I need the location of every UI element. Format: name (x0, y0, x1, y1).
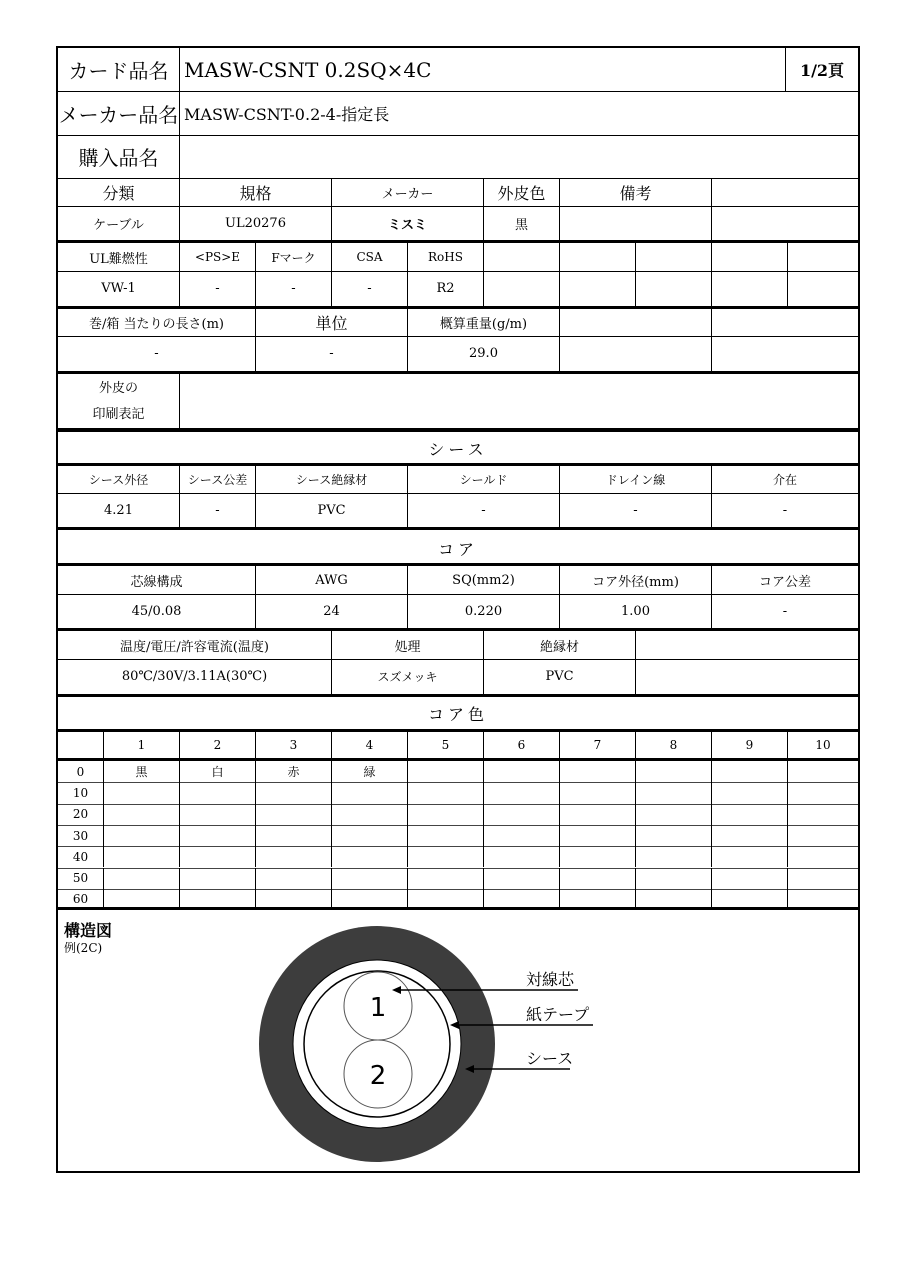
filler-header: 介在 (772, 473, 797, 487)
sheath-insul-header: シース絶縁材 (256, 466, 408, 493)
core-color-cell: 緑 (332, 761, 408, 782)
core-color-cell: 赤 (256, 761, 332, 782)
insulation-header: 絶縁材 (484, 631, 636, 659)
diagram-subtitle: 例(2C) (64, 941, 103, 955)
rohs-header: RoHS (408, 243, 484, 271)
core-color-cell: 黒 (104, 761, 180, 782)
shield-header: シールド (408, 466, 560, 493)
core-od-header: コア外径(mm) (560, 566, 712, 594)
sheath-insul-value: PVC (256, 493, 408, 527)
fmark-value: - (256, 271, 332, 306)
length-value: - (58, 336, 256, 371)
shield-value: - (408, 493, 560, 527)
sheath-od-header: シース外径 (58, 466, 180, 493)
rohs-value: R2 (408, 271, 484, 306)
color-col-9: 9 (712, 732, 788, 758)
strand-header: 芯線構成 (58, 566, 256, 594)
diagram-title: 構造図 (64, 921, 113, 940)
core-color-row-label: 60 (58, 889, 104, 910)
sheath-label: シース (526, 1049, 574, 1068)
card-name-label: カード品名 (58, 48, 180, 91)
pair-core-label: 対線芯 (526, 970, 575, 989)
color-col-1: 1 (104, 732, 180, 758)
remarks-header: 備考 (560, 178, 712, 206)
core-2-label: 2 (369, 1061, 387, 1091)
unit-value: - (256, 336, 408, 371)
ul-flame-header: UL難燃性 (58, 243, 180, 271)
sheath-od-value: 4.21 (58, 493, 180, 527)
treatment-value: スズメッキ (332, 659, 484, 694)
sheath-tol-header: シース公差 (180, 466, 256, 493)
core-color-cell: 白 (180, 761, 256, 782)
strand-value: 45/0.08 (58, 594, 256, 628)
color-col-8: 8 (636, 732, 712, 758)
color-col-7: 7 (560, 732, 636, 758)
csa-header: CSA (332, 243, 408, 271)
temp-value: 80℃/30V/3.11A(30℃) (58, 659, 332, 694)
color-header: 外皮色 (484, 178, 560, 206)
unit-header: 単位 (256, 309, 408, 336)
color-col-2: 2 (180, 732, 256, 758)
ul-flame-value: VW-1 (58, 271, 180, 306)
core-title: コア (437, 539, 478, 559)
weight-value: 29.0 (408, 336, 560, 371)
classify-value: ケーブル (58, 206, 180, 241)
standard-header: 規格 (180, 178, 332, 206)
core-color-row-label: 0 (58, 761, 104, 782)
core-color-row-label: 20 (58, 804, 104, 825)
sheath-title: シース (428, 439, 488, 459)
pse-header: <PS>E (180, 243, 256, 271)
filler-value: - (782, 502, 788, 518)
maker-value: ミスミ (332, 206, 484, 241)
sheath-tol-value: - (180, 493, 256, 527)
color-col-5: 5 (408, 732, 484, 758)
awg-value: 24 (256, 594, 408, 628)
sq-header: SQ(mm2) (408, 566, 560, 594)
core-color-row-label: 50 (58, 868, 104, 889)
csa-value: - (332, 271, 408, 306)
classify-header: 分類 (58, 178, 180, 206)
color-col-3: 3 (256, 732, 332, 758)
maker-name-label: メーカー品名 (58, 91, 180, 135)
length-header: 巻/箱 当たりの長さ(m) (58, 309, 256, 336)
weight-header: 概算重量(g/m) (408, 309, 560, 336)
paper-tape-label: 紙テープ (526, 1005, 590, 1024)
color-col-6: 6 (484, 732, 560, 758)
core-1-label: 1 (369, 993, 387, 1023)
print-label: 外皮の 印刷表記 (58, 374, 180, 429)
purchase-name-label: 購入品名 (58, 135, 180, 178)
sq-value: 0.220 (408, 594, 560, 628)
core-color-row-label: 10 (58, 782, 104, 803)
core-od-value: 1.00 (560, 594, 712, 628)
core-tol-value: - (782, 603, 788, 619)
card-name-value: MASW-CSNT 0.2SQ×4C (180, 48, 786, 91)
treatment-header: 処理 (332, 631, 484, 659)
spec-sheet (56, 46, 860, 1173)
maker-name-value: MASW-CSNT-0.2-4-指定長 (184, 104, 390, 124)
pse-value: - (180, 271, 256, 306)
cable-structure-diagram (58, 48, 858, 1173)
insulation-value: PVC (484, 659, 636, 694)
color-col-4: 4 (332, 732, 408, 758)
core-color-row-label: 30 (58, 825, 104, 846)
awg-header: AWG (256, 566, 408, 594)
color-col-10: 10 (815, 738, 831, 752)
page-number: 1/2頁 (799, 61, 845, 80)
core-color-row-label: 40 (58, 846, 104, 867)
core-color-title: コア色 (427, 704, 488, 724)
color-value: 黒 (484, 206, 560, 241)
core-tol-header: コア公差 (758, 574, 811, 590)
drain-value: - (560, 493, 712, 527)
fmark-header: Fマーク (256, 243, 332, 271)
temp-header: 温度/電圧/許容電流(温度) (58, 631, 332, 659)
drain-header: ドレイン線 (560, 466, 712, 493)
maker-header: メーカー (332, 178, 484, 206)
standard-value: UL20276 (180, 206, 332, 241)
